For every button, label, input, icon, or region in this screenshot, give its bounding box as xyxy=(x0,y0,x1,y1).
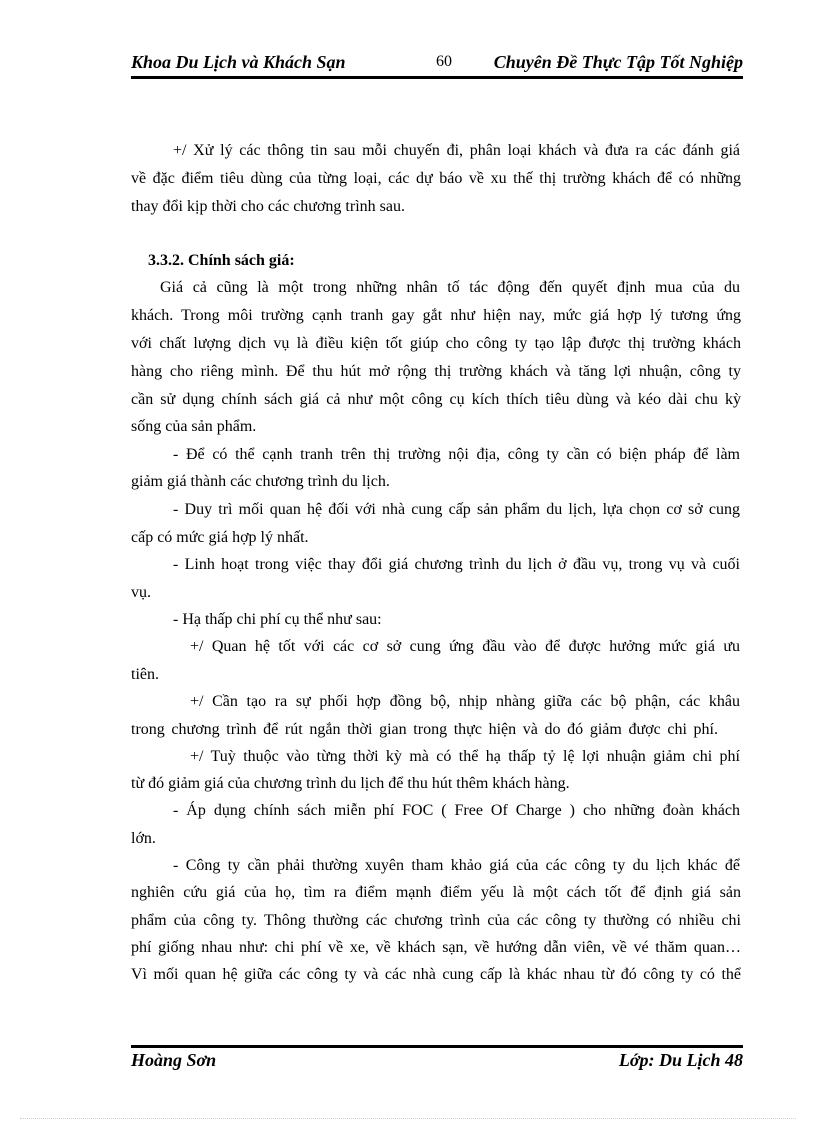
text-line: nghiên cứu giá của họ, tìm ra điểm mạnh điểm yếu là một cách tốt để định giá sản xyxy=(131,884,741,901)
text-line: lớn. xyxy=(131,830,156,847)
section-heading: 3.3.2. Chính sách giá: xyxy=(148,252,295,269)
header-report-title: Chuyên Đề Thực Tập Tốt Nghiệp xyxy=(493,52,743,72)
text-line: - Áp dụng chính sách miễn phí FOC ( Free Of Charge ) cho những đoàn khách xyxy=(173,802,740,819)
text-line: từ đó giảm giá của chương trình du lịch để thu hút thêm khách hàng. xyxy=(131,775,570,792)
text-line: vụ. xyxy=(131,584,151,601)
text-line: +/ Tuỳ thuộc vào từng thời kỳ mà có thể hạ thấp tỷ lệ lợi nhuận giảm chi phí xyxy=(190,748,740,765)
text-line: về đặc điểm tiêu dùng của từng loại, các dự báo về xu thế thị trường khách để có những xyxy=(131,170,741,187)
page-footer xyxy=(131,1050,743,1080)
text-line: Vì mối quan hệ giữa các công ty và các nhà cung cấp là khác nhau từ đó công ty có thể xyxy=(131,966,741,983)
text-line: +/ Quan hệ tốt với các cơ sở cung ứng đầu vào để được hưởng mức giá ưu xyxy=(190,638,740,655)
text-line: Giá cả cũng là một trong những nhân tố tác động đến quyết định mua của du xyxy=(160,279,740,296)
text-line: - Để có thể cạnh tranh trên thị trường nội địa, công ty cần có biện pháp để làm xyxy=(173,446,740,463)
text-line: giảm giá thành các chương trình du lịch. xyxy=(131,473,390,490)
text-line: - Linh hoạt trong việc thay đổi giá chương trình du lịch ở đầu vụ, trong vụ và cuối xyxy=(173,556,740,573)
text-line: - Hạ thấp chi phí cụ thể như sau: xyxy=(173,611,382,628)
text-line: khách. Trong môi trường cạnh tranh gay gắt như hiện nay, mức giá hợp lý tương ứng xyxy=(131,307,741,324)
text-line: sống của sản phẩm. xyxy=(131,418,257,435)
text-line: với chất lượng dịch vụ là điều kiện tốt giúp cho công ty tạo lập được thị trường khách xyxy=(131,335,741,352)
footer-author: Hoàng Sơn xyxy=(131,1050,217,1070)
text-line: cấp có mức giá hợp lý nhất. xyxy=(131,529,309,546)
text-line: phẩm của công ty. Thông thường các chương trình của các công ty thường có nhiều chi xyxy=(131,912,741,929)
text-line: hàng cho riêng mình. Để thu hút mở rộng thị trường khách và tăng lợi nhuận, công ty xyxy=(131,363,741,380)
footer-rule xyxy=(131,1045,743,1048)
page-bottom-border xyxy=(20,1118,796,1119)
page-number: 60 xyxy=(436,53,452,70)
header-rule xyxy=(131,76,743,79)
text-line: tiên. xyxy=(131,666,159,683)
text-line: +/ Xử lý các thông tin sau mỗi chuyến đi, phân loại khách và đưa ra các đánh giá xyxy=(173,142,740,159)
text-line: cần sử dụng chính sách giá cả như một công cụ kích thích tiêu dùng và kéo dài chu kỳ xyxy=(131,391,741,408)
text-line: trong chương trình để rút ngắn thời gian trong thực hiện và do đó giảm được chi phí. xyxy=(131,721,718,738)
text-line: - Công ty cần phải thường xuyên tham khảo giá của các công ty du lịch khác để xyxy=(173,857,740,874)
text-line: +/ Cần tạo ra sự phối hợp đồng bộ, nhịp nhàng giữa các bộ phận, các khâu xyxy=(190,693,740,710)
footer-class: Lớp: Du Lịch 48 xyxy=(618,1050,743,1070)
text-line: - Duy trì mối quan hệ đối với nhà cung cấp sản phẩm du lịch, lựa chọn cơ sở cung xyxy=(173,501,740,518)
header-faculty: Khoa Du Lịch và Khách Sạn xyxy=(131,52,346,72)
text-line: phí giống nhau như: chi phí về xe, về khách sạn, về hướng dẫn viên, về vé thăm quan… xyxy=(131,939,741,956)
text-line: thay đổi kịp thời cho các chương trình sau. xyxy=(131,198,405,215)
